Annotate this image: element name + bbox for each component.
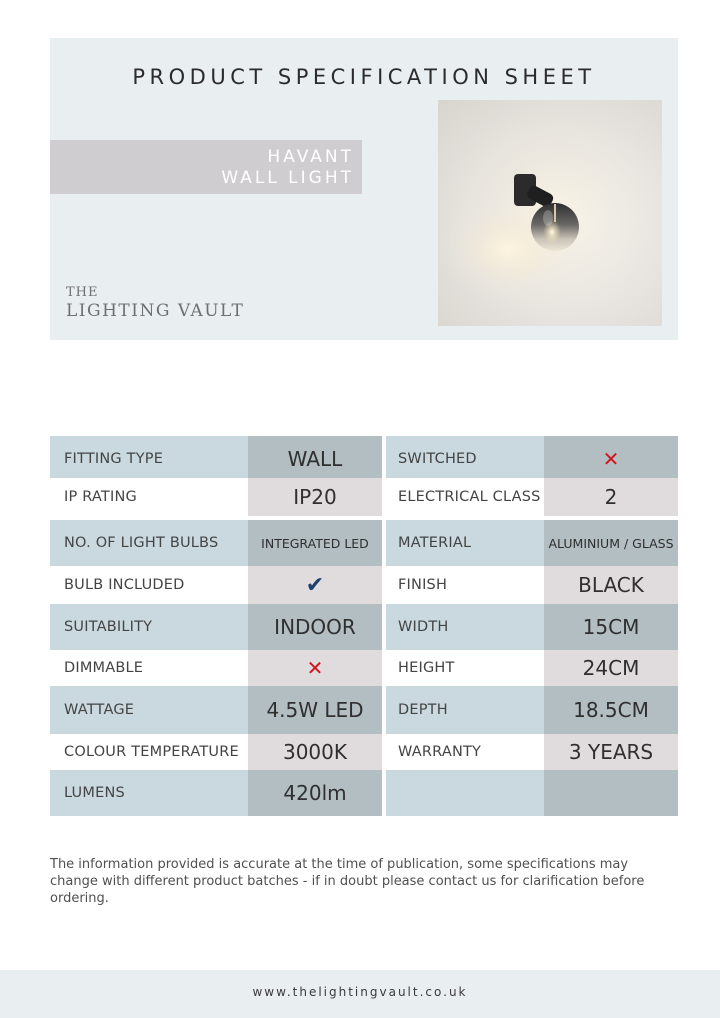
spec-row	[50, 686, 678, 734]
spec-value-cell	[544, 770, 678, 816]
spec-label-cell	[50, 436, 248, 482]
spec-label-cell	[386, 650, 544, 686]
spec-label-cell	[386, 520, 544, 566]
hero-panel	[50, 38, 678, 340]
wall-light-illustration	[438, 100, 662, 326]
spec-row	[50, 520, 678, 566]
spec-label: MATERIAL	[398, 535, 472, 551]
spec-label-cell	[50, 770, 248, 816]
spec-value-cell	[248, 650, 382, 686]
spec-label-cell	[386, 686, 544, 734]
spec-label: WARRANTY	[398, 744, 482, 760]
spec-label-cell	[386, 770, 544, 816]
spec-value-cell	[248, 566, 382, 604]
spec-value-cell	[544, 686, 678, 734]
spec-value: ALUMINIUM / GLASS	[548, 535, 674, 551]
disclaimer-text: The information provided is accurate at the time of publication, some specifications may change with different product batches - if in doubt please contact us for clarification before ordering.	[50, 857, 645, 906]
spec-value: 18.5CM	[573, 698, 649, 722]
spec-label-cell	[50, 604, 248, 650]
spec-value-cell	[248, 686, 382, 734]
spec-value-cell	[248, 604, 382, 650]
spec-row	[50, 566, 678, 604]
spec-label: BULB INCLUDED	[64, 577, 185, 593]
spec-value-cell	[544, 650, 678, 686]
spec-label: HEIGHT	[398, 660, 455, 676]
spec-label-cell	[386, 478, 544, 516]
spec-label-cell	[50, 478, 248, 516]
spec-row	[50, 650, 678, 686]
spec-row	[50, 436, 678, 482]
spec-label: DEPTH	[398, 702, 448, 718]
spec-value-cell	[248, 770, 382, 816]
product-name-line1: HAVANT	[267, 147, 354, 167]
product-name-band	[50, 140, 362, 194]
spec-value: INDOOR	[274, 615, 356, 639]
spec-label-cell	[386, 604, 544, 650]
spec-value: WALL	[287, 447, 343, 471]
spec-row	[50, 478, 678, 516]
check-icon: ✔	[305, 572, 325, 598]
spec-value: BLACK	[578, 573, 644, 597]
spec-value-cell	[248, 734, 382, 770]
spec-label: LUMENS	[64, 785, 125, 801]
spec-value-cell	[544, 520, 678, 566]
spec-label: DIMMABLE	[64, 660, 144, 676]
spec-label: FITTING TYPE	[64, 451, 164, 467]
spec-row	[50, 734, 678, 770]
spec-value: 15CM	[582, 615, 640, 639]
spec-value-cell	[544, 604, 678, 650]
spec-label-cell	[50, 520, 248, 566]
spec-value-cell	[544, 478, 678, 516]
spec-row	[50, 770, 678, 816]
spec-label: ELECTRICAL CLASS	[398, 489, 541, 505]
spec-value-cell	[544, 436, 678, 482]
page-title: PRODUCT SPECIFICATION SHEET	[132, 65, 596, 89]
cross-icon: ✕	[306, 656, 324, 680]
spec-row	[50, 604, 678, 650]
spec-value: INTEGRATED LED	[261, 535, 369, 551]
spec-value-cell	[544, 734, 678, 770]
spec-label-cell	[50, 734, 248, 770]
spec-value-cell	[248, 520, 382, 566]
product-name-line2: WALL LIGHT	[221, 168, 354, 188]
spec-value: 3000K	[282, 740, 347, 764]
spec-label: WATTAGE	[64, 702, 135, 718]
spec-label: SUITABILITY	[64, 619, 153, 635]
brand-logo-top: THE	[66, 285, 99, 300]
spec-value: 420lm	[283, 781, 347, 805]
spec-value: IP20	[293, 485, 337, 509]
spec-label: SWITCHED	[398, 451, 477, 467]
spec-label-cell	[386, 436, 544, 482]
spec-label: COLOUR TEMPERATURE	[64, 744, 239, 760]
spec-value-cell	[248, 478, 382, 516]
footer	[0, 970, 720, 1018]
spec-label: WIDTH	[398, 619, 449, 635]
spec-value-cell	[248, 436, 382, 482]
spec-value: 24CM	[582, 656, 640, 680]
spec-label-cell	[50, 650, 248, 686]
spec-value: 3 YEARS	[568, 740, 654, 764]
spec-label-cell	[386, 566, 544, 604]
spec-value: 2	[604, 485, 618, 509]
spec-label-cell	[50, 686, 248, 734]
spec-value: 4.5W LED	[266, 698, 364, 722]
spec-label-cell	[50, 566, 248, 604]
spec-label: FINISH	[398, 577, 448, 593]
brand-logo	[66, 285, 244, 321]
spec-value-cell	[544, 566, 678, 604]
footer-url: www.thelightingvault.co.uk	[252, 985, 468, 999]
spec-label: IP RATING	[64, 489, 137, 505]
cross-icon: ✕	[602, 447, 620, 471]
spec-label: NO. OF LIGHT BULBS	[64, 535, 219, 551]
brand-logo-bottom: LIGHTING VAULT	[66, 301, 245, 321]
product-photo	[438, 100, 662, 326]
spec-label-cell	[386, 734, 544, 770]
